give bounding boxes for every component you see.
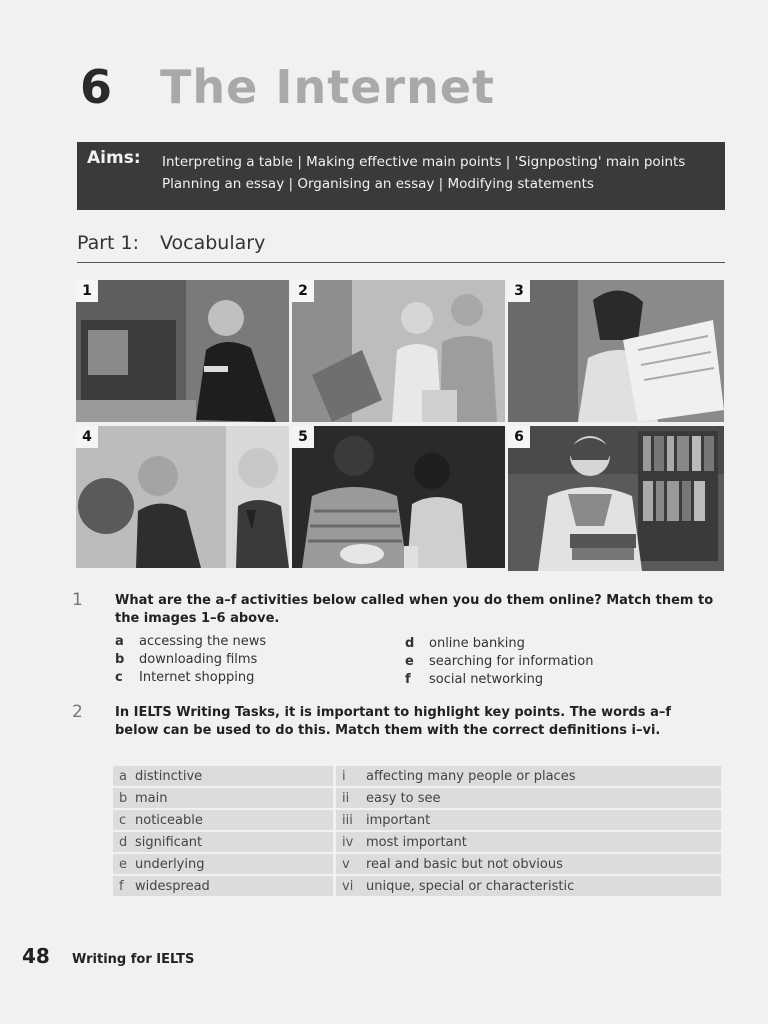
definition-cell: most important (364, 832, 721, 852)
table-row (113, 766, 721, 786)
part-heading (77, 230, 725, 263)
roman-cell: iv (336, 832, 364, 852)
photo-number: 5 (292, 426, 314, 448)
table-row (113, 810, 721, 830)
definition-cell: important (364, 810, 721, 830)
photo-newspaper (508, 280, 724, 422)
option-b (115, 652, 257, 667)
aims-line-2: Planning an essay | Organising an essay | Modifying statements (162, 176, 594, 192)
aims-box (77, 142, 725, 210)
option-text: accessing the news (139, 634, 267, 649)
option-letter: b (115, 652, 125, 667)
part-label: Part 1: (77, 232, 140, 254)
option-text: searching for information (429, 654, 594, 669)
matching-table (113, 764, 721, 898)
newspaper-image (508, 280, 724, 422)
option-text: Internet shopping (139, 670, 255, 685)
option-letter: f (405, 672, 411, 687)
word-text: significant (135, 834, 203, 850)
definition-cell: real and basic but not obvious (364, 854, 721, 874)
definition-cell: affecting many people or places (364, 766, 721, 786)
word-cell (113, 876, 336, 896)
roman-cell: vi (336, 876, 364, 896)
word-letter: b (119, 790, 128, 806)
word-text: noticeable (135, 812, 203, 828)
word-text: main (135, 790, 168, 806)
word-cell (113, 788, 336, 808)
option-letter: e (405, 654, 414, 669)
table-row (113, 854, 721, 874)
word-cell (113, 810, 336, 830)
table-row (113, 832, 721, 852)
cinema-image (292, 426, 505, 568)
roman-cell: i (336, 766, 364, 786)
question-number: 1 (72, 590, 83, 610)
photo-atm (76, 280, 289, 422)
table-row (113, 876, 721, 896)
option-a (115, 634, 266, 649)
question-number: 2 (72, 702, 83, 722)
question-1 (72, 590, 722, 630)
chapter-title: The Internet (160, 60, 496, 114)
option-letter: c (115, 670, 123, 685)
option-c (115, 670, 254, 685)
word-letter: a (119, 768, 127, 784)
word-letter: d (119, 834, 128, 850)
option-e (405, 654, 593, 669)
question-text: What are the a–f activities below called when you do them online? Match them to the images 1–6 above. (115, 593, 714, 626)
social-image (76, 426, 289, 568)
photo-number: 6 (508, 426, 530, 448)
photo-number: 1 (76, 280, 98, 302)
shopping-image (292, 280, 505, 422)
atm-image (76, 280, 289, 422)
book-title: Writing for IELTS (72, 952, 195, 967)
photo-cinema (292, 426, 505, 568)
roman-cell: iii (336, 810, 364, 830)
word-letter: e (119, 856, 127, 872)
word-cell (113, 854, 336, 874)
roman-cell: v (336, 854, 364, 874)
question-2 (72, 702, 722, 742)
word-text: underlying (135, 856, 205, 872)
library-image (508, 426, 724, 571)
option-f (405, 672, 543, 687)
roman-cell: ii (336, 788, 364, 808)
aims-line-1: Interpreting a table | Making effective main points | 'Signposting' main points (162, 154, 686, 170)
word-cell (113, 832, 336, 852)
definition-cell: easy to see (364, 788, 721, 808)
photo-number: 2 (292, 280, 314, 302)
word-text: widespread (135, 878, 210, 894)
option-text: downloading films (139, 652, 258, 667)
word-text: distinctive (135, 768, 203, 784)
table-row (113, 788, 721, 808)
option-d (405, 636, 525, 651)
option-text: social networking (429, 672, 544, 687)
chapter-number: 6 (80, 60, 113, 114)
page-number: 48 (22, 944, 50, 968)
word-letter: f (119, 878, 124, 894)
option-text: online banking (429, 636, 525, 651)
definition-cell: unique, special or characteristic (364, 876, 721, 896)
photo-social (76, 426, 289, 568)
photo-shopping (292, 280, 505, 422)
word-letter: c (119, 812, 127, 828)
photo-library (508, 426, 724, 571)
photo-number: 4 (76, 426, 98, 448)
aims-label: Aims: (87, 148, 141, 168)
question-text: In IELTS Writing Tasks, it is important to highlight key points. The words a–f below can be used to do this. Match them with the correct definitions i–vi. (115, 705, 672, 738)
word-cell (113, 766, 336, 786)
option-letter: a (115, 634, 124, 649)
option-letter: d (405, 636, 415, 651)
part-title: Vocabulary (160, 232, 266, 254)
photo-number: 3 (508, 280, 530, 302)
